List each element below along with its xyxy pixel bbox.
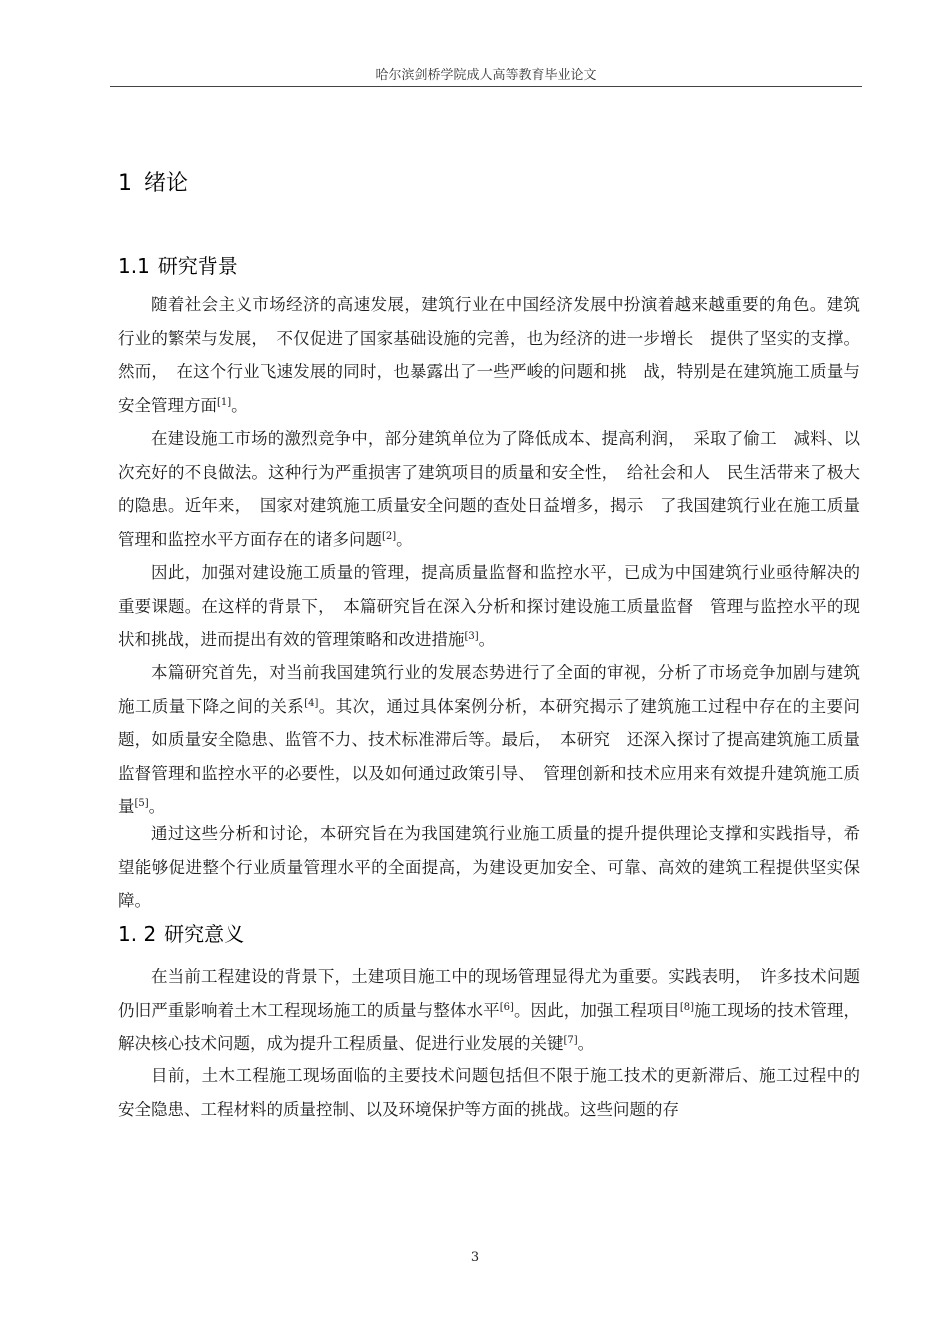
section-number: 1. 2 (118, 922, 157, 946)
body-paragraph (118, 422, 860, 556)
paragraph-text: 。 (396, 529, 413, 549)
paragraph-text: 。 (148, 797, 166, 816)
body-paragraph (118, 288, 860, 422)
body-paragraph (118, 817, 860, 918)
chapter-heading (118, 166, 188, 197)
citation-marker: [7] (563, 1035, 578, 1046)
citation-marker: [5] (134, 798, 149, 809)
header-divider (110, 86, 862, 87)
section-title: 研究意义 (164, 922, 245, 946)
citation-marker: [4] (304, 697, 319, 709)
paragraph-text: 随着社会主义市场经济的高速发展，建筑行业在中国经济发展中扮演着越来越重要的角色。建筑行业的繁荣与发展， 不仅促进了国家基础设施的完善，也为经济的进一步增长 提供了坚实的支撑。然而， 在这个行业飞速发展的同时，也暴露出了一些严峻的问题和挑 战，特别是在建筑施工质量与安全管理方面 (118, 295, 860, 415)
paragraph-text: 。因此，加强工程项目 (513, 1000, 680, 1020)
paragraph-text: 通过这些分析和讨论，本研究旨在为我国建筑行业施工质量的提升提供理论支撑和实践指导，希望能够促进整个行业质量管理水平的全面提高，为建设更加安全、可靠、高效的建筑工程提供坚实保障。 (118, 824, 860, 910)
citation-marker: [3] (464, 631, 479, 642)
paragraph-text: 因此，加强对建设施工质量的管理，提高质量监督和监控水平，已成为中国建筑行业亟待解决的重要课题。在这样的背景下， 本篇研究旨在深入分析和探讨建设施工质量监督 管理与监控水平的现状和挑战，进而提出有效的管理策略和改进措施 (118, 563, 860, 649)
section-heading-1-2 (118, 918, 244, 947)
section-number: 1.1 (118, 254, 150, 278)
body-paragraph (118, 556, 860, 657)
citation-marker: [8] (679, 1001, 695, 1013)
paragraph-text: 。 (478, 630, 496, 649)
citation-marker: [6] (499, 1001, 514, 1013)
section-title: 研究背景 (157, 254, 238, 278)
section-heading-1-1 (118, 250, 238, 279)
page-number: 3 (470, 1250, 480, 1265)
body-paragraph (118, 960, 860, 1061)
chapter-title: 绪论 (144, 171, 189, 196)
paragraph-text: 施工现场的技术管理，解决核心技术问题，成为提升工程质量、促进行业发展的关键 (118, 1000, 861, 1053)
body-paragraph (118, 1059, 860, 1126)
paragraph-text: 。 (231, 395, 248, 415)
body-paragraph (118, 656, 860, 824)
paragraph-text: 。其次，通过具体案例分析，本研究揭示了建筑施工过程中存在的主要问题，如质量安全隐患、监管不力、技术标准滞后等。最后， 本研究 还深入探讨了提高建筑施工质量监督管理和监控水平的必要性，以及如何通过政策引导、 管理创新和技术应用来有效提升建筑施工质量 (118, 696, 861, 816)
paragraph-text: 目前，土木工程施工现场面临的主要技术问题包括但不限于施工技术的更新滞后、施工过程中的安全隐患、工程材料的质量控制、以及环境保护等方面的挑战。这些问题的存 (118, 1066, 860, 1119)
chapter-number: 1 (118, 171, 132, 196)
paragraph-text: 在建设施工市场的激烈竞争中，部分建筑单位为了降低成本、提高利润， 采取了偷工 减料、以次充好的不良做法。这种行为严重损害了建筑项目的质量和安全性， 给社会和人 民生活带来了极大的隐患。近年来， 国家对建筑施工质量安全问题的查处日益增多，揭示 了我国建筑行业在施工质量管理和监控水平方面存在的诸多问题 (118, 429, 860, 549)
paragraph-text: 本篇研究首先，对当前我国建筑行业的发展态势进行了全面的审视，分析了市场竞争加剧与建筑施工质量下降之间的关系 (118, 663, 860, 716)
paragraph-text: 在当前工程建设的背景下，土建项目施工中的现场管理显得尤为重要。实践表明， 许多技术问题仍旧严重影响着土木工程现场施工的质量与整体水平 (118, 967, 860, 1020)
citation-marker: [1] (217, 396, 232, 408)
citation-marker: [2] (382, 530, 397, 542)
paragraph-text: 。 (577, 1034, 595, 1053)
running-header: 哈尔滨剑桥学院成人高等教育毕业论文 (375, 68, 597, 83)
